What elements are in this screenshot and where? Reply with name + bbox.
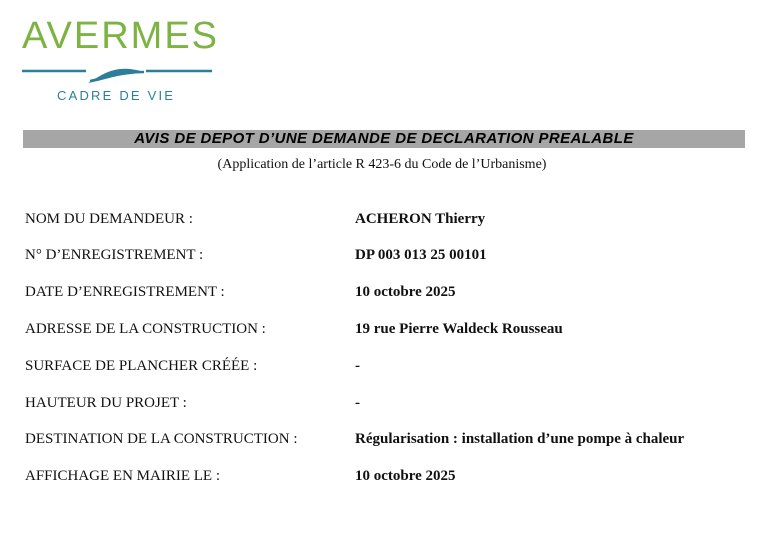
registration-number-value: DP 003 013 25 00101 — [355, 247, 487, 263]
avermes-logo — [22, 14, 220, 106]
project-height-value: - — [355, 395, 360, 411]
town-hall-posting-value: 10 octobre 2025 — [355, 468, 456, 484]
construction-address-label: ADRESSE DE LA CONSTRUCTION : — [25, 321, 266, 337]
page-title: AVIS DE DEPOT D’UNE DEMANDE DE DECLARATION PREALABLE — [134, 130, 634, 147]
registration-number-label: N° D’ENREGISTREMENT : — [25, 247, 204, 263]
construction-address-value: 19 rue Pierre Waldeck Rousseau — [355, 321, 563, 337]
project-height-label: HAUTEUR DU PROJET : — [25, 395, 187, 411]
floor-area-label: SURFACE DE PLANCHER CRÉÉE : — [25, 358, 258, 374]
logo-tagline: CADRE DE VIE — [57, 88, 176, 103]
construction-purpose-label: DESTINATION DE LA CONSTRUCTION : — [25, 431, 298, 447]
construction-purpose-value: Régularisation : installation d’une pompe à chaleur — [355, 431, 685, 447]
floor-area-value: - — [355, 358, 360, 374]
applicant-name-label: NOM DU DEMANDEUR : — [25, 211, 193, 227]
registration-date-value: 10 octobre 2025 — [355, 284, 456, 300]
logo-wordmark: AVERMES — [22, 15, 220, 57]
applicant-name-value: ACHERON Thierry — [355, 211, 486, 227]
legal-reference: (Application de l’article R 423-6 du Code de l’Urbanisme) — [217, 157, 547, 172]
logo-wave-icon — [22, 66, 214, 90]
registration-date-label: DATE D’ENREGISTREMENT : — [25, 284, 225, 300]
town-hall-posting-label: AFFICHAGE EN MAIRIE LE : — [25, 468, 220, 484]
title-banner — [23, 130, 745, 148]
